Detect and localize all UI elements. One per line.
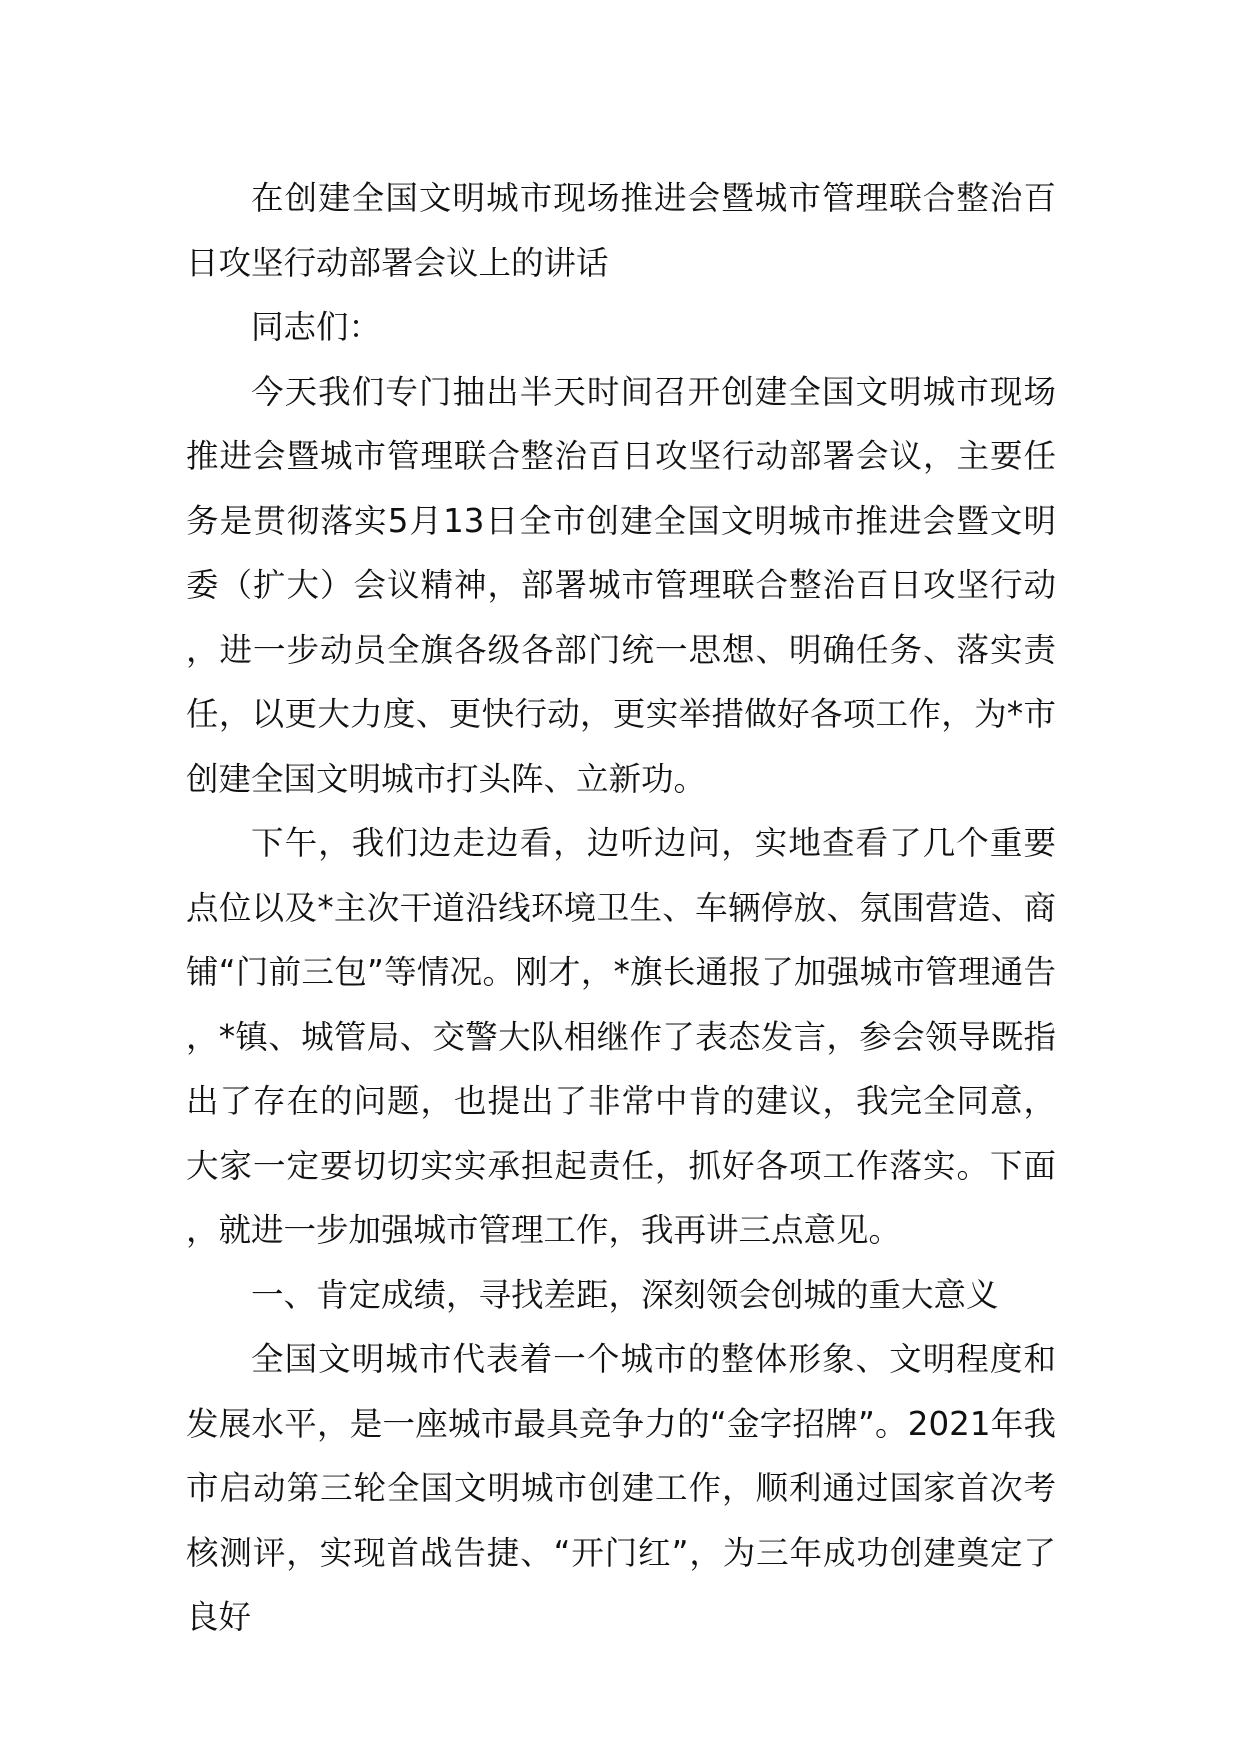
salutation: 同志们：	[251, 308, 382, 346]
paragraph-opening: 今天我们专门抽出半天时间召开创建全国文明城市现场推进会暨城市管理联合整治百日攻坚行动部署会议，主要任务是贯彻落实5月13日全市创建全国文明城市推进会暨文明委（扩大）会议精神，部署城市管理联合整治百日攻坚行动，进一步动员全旗各级各部门统一思想、明确任务、落实责任，以更大力度、更快行动，更实举措做好各项工作，为*市创建全国文明城市打头阵、立新功。	[186, 372, 1056, 798]
paragraph-section-one: 全国文明城市代表着一个城市的整体形象、文明程度和发展水平，是一座城市最具竞争力的“金字招牌”。2021年我市启动第三轮全国文明城市创建工作，顺利通过国家首次考核测评，实现首战告捷、“开门红”，为三年成功创建奠定了良好	[186, 1340, 1056, 1636]
document-title: 在创建全国文明城市现场推进会暨城市管理联合整治百日攻坚行动部署会议上的讲话	[186, 179, 1056, 282]
paragraph-site-visit: 下午，我们边走边看，边听边问，实地查看了几个重要点位以及*主次干道沿线环境卫生、车辆停放、氛围营造、商铺“门前三包”等情况。刚才，*旗长通报了加强城市管理通告，*镇、城管局、交警大队相继作了表态发言，参会领导既指出了存在的问题，也提出了非常中肯的建议，我完全同意，大家一定要切切实实承担起责任，抓好各项工作落实。下面，就进一步加强城市管理工作，我再讲三点意见。	[186, 824, 1056, 1249]
document-body	[186, 166, 1056, 1650]
section-heading-one: 一、肯定成绩，寻找差距，深刻领会创城的重大意义	[251, 1275, 999, 1314]
